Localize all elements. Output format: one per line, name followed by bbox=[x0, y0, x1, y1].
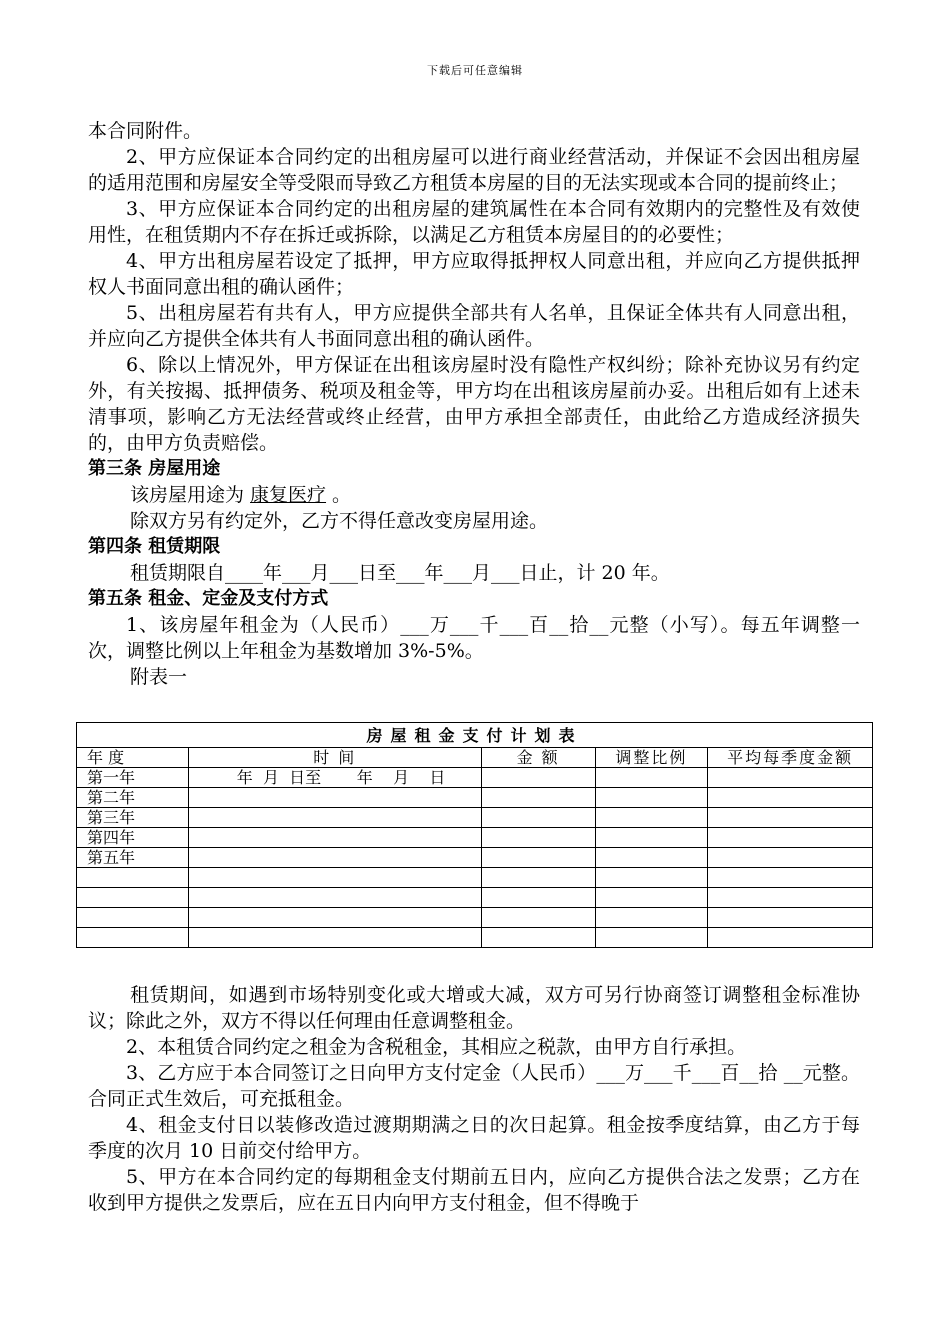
article-5-heading: 第五条 租金、定金及支付方式 bbox=[88, 588, 329, 609]
cell-quarterly bbox=[708, 908, 873, 928]
cell-amount bbox=[481, 768, 595, 788]
table-row bbox=[77, 848, 873, 868]
cell-amount bbox=[481, 908, 595, 928]
cell-year: 第二年 bbox=[77, 788, 189, 808]
cell-quarterly bbox=[708, 768, 873, 788]
header-year: 年 度 bbox=[77, 748, 189, 768]
header-time: 时 间 bbox=[188, 748, 481, 768]
cell-time bbox=[188, 928, 481, 948]
cell-ratio bbox=[595, 808, 708, 828]
article-3-line2: 除双方另有约定外，乙方不得任意改变房屋用途。 bbox=[130, 510, 549, 532]
table-row bbox=[77, 808, 873, 828]
cell-ratio bbox=[595, 888, 708, 908]
cell-year: 第五年 bbox=[77, 848, 189, 868]
contract-body-top bbox=[88, 118, 860, 690]
contract-body-bottom bbox=[88, 982, 860, 1216]
header-amount: 金 额 bbox=[481, 748, 595, 768]
table-row bbox=[77, 868, 873, 888]
cell-amount bbox=[481, 828, 595, 848]
cell-year bbox=[77, 868, 189, 888]
cell-time bbox=[188, 808, 481, 828]
cell-ratio bbox=[595, 908, 708, 928]
cell-time bbox=[188, 788, 481, 808]
cell-ratio bbox=[595, 868, 708, 888]
cell-amount bbox=[481, 788, 595, 808]
cell-year bbox=[77, 908, 189, 928]
cell-year bbox=[77, 928, 189, 948]
cell-ratio bbox=[595, 928, 708, 948]
cell-amount bbox=[481, 928, 595, 948]
use-value: 康复医疗 bbox=[250, 484, 327, 506]
header-adjust-ratio: 调整比例 bbox=[595, 748, 708, 768]
cell-ratio bbox=[595, 848, 708, 868]
paragraph-payment-date: 4、租金支付日以装修改造过渡期期满之日的次日起算。租金按季度结算，由乙方于每季度的次月 10 日前交付给甲方。 bbox=[88, 1114, 860, 1162]
paragraph-attachment: 本合同附件。 bbox=[88, 120, 203, 142]
cell-time bbox=[188, 888, 481, 908]
cell-quarterly bbox=[708, 788, 873, 808]
cell-time bbox=[188, 868, 481, 888]
table-row bbox=[77, 908, 873, 928]
table-header-row bbox=[77, 748, 873, 768]
header-quarterly-amount: 平均每季度金额 bbox=[708, 748, 873, 768]
cell-time bbox=[188, 848, 481, 868]
cell-quarterly bbox=[708, 808, 873, 828]
cell-year bbox=[77, 888, 189, 908]
paragraph-clause-4: 4、甲方出租房屋若设定了抵押，甲方应取得抵押权人同意出租，并应向乙方提供抵押权人书面同意出租的确认函件； bbox=[88, 250, 860, 298]
cell-amount bbox=[481, 868, 595, 888]
cell-ratio bbox=[595, 788, 708, 808]
paragraph-clause-6: 6、除以上情况外，甲方保证在出租该房屋时没有隐性产权纠纷；除补充协议另有约定外，有关按揭、抵押债务、税项及租金等，甲方均在出租该房屋前办妥。出租后如有上述未清事项，影响乙方无法经营或终止经营，由甲方承担全部责任，由此给乙方造成经济损失的，由甲方负责赔偿。 bbox=[88, 354, 860, 454]
paragraph-clause-5: 5、出租房屋若有共有人，甲方应提供全部共有人名单，且保证全体共有人同意出租，并应向乙方提供全体共有人书面同意出租的确认函件。 bbox=[88, 302, 860, 350]
rent-payment-plan-table bbox=[76, 722, 873, 948]
page-header-note: 下载后可任意编辑 bbox=[427, 64, 523, 77]
table-row bbox=[77, 768, 873, 788]
cell-quarterly bbox=[708, 828, 873, 848]
table-row bbox=[77, 888, 873, 908]
article-3-use bbox=[88, 482, 860, 508]
cell-amount bbox=[481, 808, 595, 828]
cell-quarterly bbox=[708, 848, 873, 868]
paragraph-clause-2: 2、甲方应保证本合同约定的出租房屋可以进行商业经营活动，并保证不会因出租房屋的适用范围和房屋安全等受限而导致乙方租赁本房屋的目的无法实现或本合同的提前终止； bbox=[88, 146, 860, 194]
cell-amount bbox=[481, 888, 595, 908]
cell-year: 第一年 bbox=[77, 768, 189, 788]
cell-quarterly bbox=[708, 868, 873, 888]
cell-time: 年 月 日至 年 月 日 bbox=[188, 768, 481, 788]
cell-amount bbox=[481, 848, 595, 868]
article-4-term: 租赁期限自____年___月___日至___年___月___日止，计 20 年。 bbox=[130, 562, 670, 584]
paragraph-deposit: 3、乙方应于本合同签订之日向甲方支付定金（人民币）___万___千___百__拾 __元整。合同正式生效后，可充抵租金。 bbox=[88, 1062, 860, 1110]
use-prefix: 该房屋用途为 bbox=[130, 484, 245, 506]
attachment-label: 附表一 bbox=[130, 666, 188, 688]
article-3-heading: 第三条 房屋用途 bbox=[88, 458, 221, 479]
cell-ratio bbox=[595, 828, 708, 848]
article-5-rent: 1、该房屋年租金为（人民币）___万___千___百__拾__元整（小写）。每五年调整一次，调整比例以上年租金为基数增加 3%-5%。 bbox=[88, 614, 860, 662]
table-row bbox=[77, 928, 873, 948]
article-4-heading: 第四条 租赁期限 bbox=[88, 536, 221, 557]
cell-time bbox=[188, 828, 481, 848]
cell-ratio bbox=[595, 768, 708, 788]
paragraph-clause-3: 3、甲方应保证本合同约定的出租房屋的建筑属性在本合同有效期内的完整性及有效使用性，在租赁期内不存在拆迁或拆除，以满足乙方租赁本房屋目的的必要性； bbox=[88, 198, 860, 246]
table-title: 房屋租金支付计划表 bbox=[77, 723, 873, 748]
cell-quarterly bbox=[708, 888, 873, 908]
table-row bbox=[77, 788, 873, 808]
table-row bbox=[77, 828, 873, 848]
paragraph-rent-adjustment: 租赁期间，如遇到市场特别变化或大增或大减，双方可另行协商签订调整租金标准协议；除此之外，双方不得以任何理由任意调整租金。 bbox=[88, 984, 860, 1032]
cell-year: 第四年 bbox=[77, 828, 189, 848]
paragraph-tax: 2、本租赁合同约定之租金为含税租金，其相应之税款，由甲方自行承担。 bbox=[126, 1036, 747, 1058]
cell-time bbox=[188, 908, 481, 928]
use-suffix: 。 bbox=[332, 484, 352, 506]
cell-quarterly bbox=[708, 928, 873, 948]
paragraph-invoice: 5、甲方在本合同约定的每期租金支付期前五日内，应向乙方提供合法之发票；乙方在收到甲方提供之发票后，应在五日内向甲方支付租金，但不得晚于 bbox=[88, 1166, 860, 1214]
cell-year: 第三年 bbox=[77, 808, 189, 828]
